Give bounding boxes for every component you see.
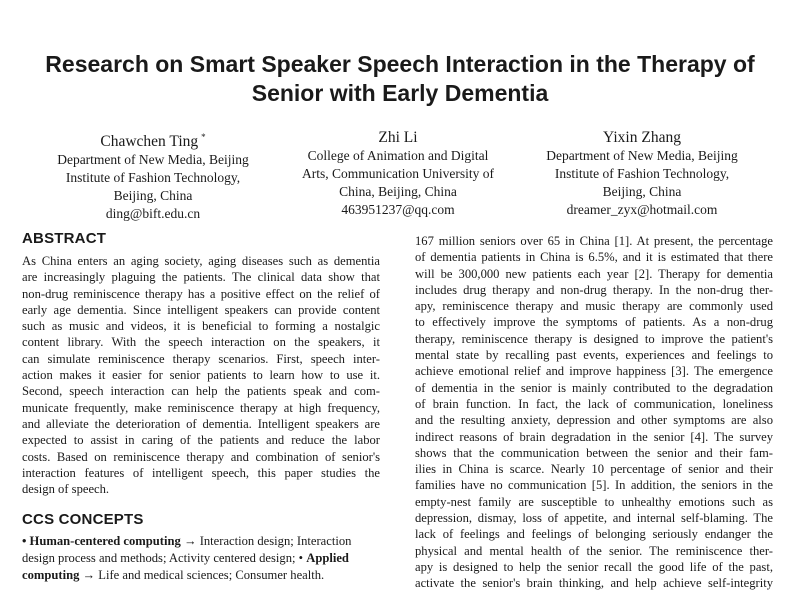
ccs-concepts-heading: CCS CONCEPTS <box>22 511 144 528</box>
paper-title <box>0 50 800 108</box>
ccs-text: → Interaction design; Interaction <box>180 534 352 548</box>
author-email[interactable]: ding@bift.edu.cn <box>105 206 201 222</box>
author-name: Yixin Zhang <box>603 129 681 146</box>
text-line: early age dementia. Since intelligent speakers can provide content <box>22 302 380 317</box>
ccs-concepts-body <box>22 533 380 584</box>
ccs-text: → Life and medical sciences; Consumer health. <box>79 568 325 582</box>
text-line: can simulate reminiscence therapy scenarios. First, speech inter- <box>22 351 380 366</box>
text-line: apy is designed to help the senior recall the good life of the past, <box>415 559 773 574</box>
author-email[interactable]: dreamer_zyx@hotmail.com <box>566 202 718 217</box>
text-line: mental state by recalling past events, experiences and feelings to <box>415 348 773 363</box>
author-email[interactable]: 463951237@qq.com <box>341 202 455 217</box>
author-name: Chawchen Ting * <box>100 132 206 151</box>
text-line: and the resulting anxiety, depression and other symptoms are also <box>415 413 773 428</box>
text-line: are increasingly plaguing the patients. The clinical data show that <box>22 270 380 285</box>
paper-title-line-1: Research on Smart Speaker Speech Interaction in the Therapy of <box>45 51 755 77</box>
abstract-heading: ABSTRACT <box>22 230 107 247</box>
text-line: to effectively improve the symptoms of patients. As a non-drug <box>415 315 773 330</box>
text-line: achieve emotional relief and improve happiness [3]. The emergence <box>415 364 773 379</box>
ccs-term: • Human-centered computing <box>22 534 181 548</box>
text-line: ilies in China is scarce. Nearly 10 percentage of senior and their <box>415 462 773 477</box>
author-block-3 <box>517 128 767 219</box>
text-line: As China enters an aging society, aging diseases such as dementia <box>22 254 380 268</box>
text-line: activate the senior's brain thinking, and help achieve self-integrity <box>415 576 773 591</box>
ccs-text: design process and methods; Activity centered design; • <box>22 551 307 565</box>
author-block-1 <box>28 128 278 223</box>
text-line: content library. With the speech interaction on the speakers, it <box>22 335 380 350</box>
paper-title-line-2: Senior with Early Dementia <box>251 80 549 106</box>
author-affiliation: Institute of Fashion Technology, <box>65 170 241 186</box>
author-affiliation: Arts, Communication University of <box>302 166 494 181</box>
corresponding-author-marker: * <box>201 132 206 142</box>
author-affiliation: China, Beijing, China <box>339 184 457 199</box>
ccs-term: computing <box>22 568 80 582</box>
author-affiliation: Department of New Media, Beijing <box>57 152 249 168</box>
text-line: action makes it easier for senior patients to learn how to use it. <box>22 368 380 383</box>
text-line: shows that the communication between the senior and their fam- <box>415 445 773 460</box>
author-affiliation: College of Animation and Digital <box>307 148 489 163</box>
text-line: of dementia in the senior is mainly contributed to the degradation <box>415 380 773 395</box>
text-line: lack of feelings and feelings of belonging seriously endanger the <box>415 527 773 542</box>
author-name: Zhi Li <box>378 129 418 146</box>
author-affiliation: Beijing, China <box>602 184 682 199</box>
abstract-body <box>22 253 380 497</box>
text-line: design of speech. <box>22 482 110 497</box>
text-line: such as music and videos, it is beneficial to forming a nostalgic <box>22 319 380 334</box>
author-affiliation: Department of New Media, Beijing <box>546 148 738 163</box>
text-line: expected to assist in caring of the patients and reduce the labor <box>22 433 380 448</box>
author-block-2 <box>273 128 523 219</box>
text-line: and alleviate the deterioration of dementia. Intelligent speakers are <box>22 416 380 431</box>
introduction-body <box>415 233 773 592</box>
text-line: empty-nest family are susceptible to unhealthy emotions such as <box>415 494 773 509</box>
text-line: Second, speech interaction can help the patients speak and com- <box>22 384 380 399</box>
text-line: interaction features of intelligent speech, this paper studies the <box>22 465 380 480</box>
text-line: depression, dismay, loss of appetite, and internal self-blaming. The <box>415 511 773 526</box>
ccs-term: Applied <box>306 551 349 565</box>
text-line: includes drug therapy and non-drug therapy. In the non-drug ther- <box>415 282 773 297</box>
text-line: of brain function. In fact, the lack of communication, loneliness <box>415 396 773 411</box>
text-line: costs. Based on reminiscence therapy and combination of senior's <box>22 449 380 464</box>
text-line: 167 million seniors over 65 in China [1]. At present, the percentage <box>415 234 773 248</box>
text-line: physical and mental health of the senior. The reminiscence ther- <box>415 543 773 558</box>
text-line: families have no communication [5]. In addition, the seniors in the <box>415 478 773 493</box>
text-line: municate frequently, make reminiscence therapy at high frequency, <box>22 400 380 415</box>
text-line: indirect reasons of brain degradation in the senior [4]. The survey <box>415 429 773 444</box>
text-line: non-drug reminiscence therapy has a positive effect on the relief of <box>22 286 380 301</box>
author-affiliation: Beijing, China <box>113 188 193 204</box>
author-affiliation: Institute of Fashion Technology, <box>554 166 730 181</box>
text-line: apy, reminiscence therapy and music therapy are commonly used <box>415 299 773 314</box>
text-line: will be 300,000 new patients each year [2]. Therapy for dementia <box>415 266 773 281</box>
text-line: of dementia patients in China is 6.5%, and it is estimated that there <box>415 250 773 265</box>
text-line: therapy, reminiscence therapy is designed to improve the patient's <box>415 331 773 346</box>
